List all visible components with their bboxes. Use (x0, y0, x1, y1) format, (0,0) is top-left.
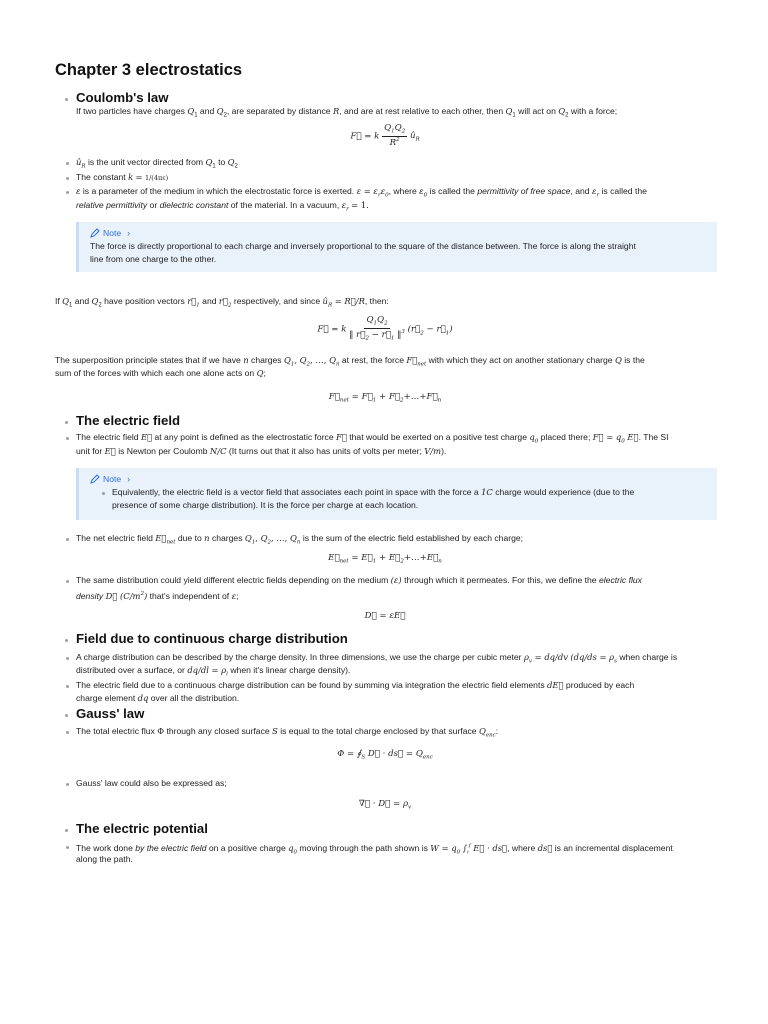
charge-density-line2: distributed over a surface, or $dq/dl = \rho_l$ when it's linear charge density). (76, 665, 351, 678)
bullet-dot (65, 829, 68, 832)
section-heading-potential: The electric potential (76, 821, 208, 836)
section-heading-continuous: Field due to continuous charge distribution (76, 631, 348, 646)
superposition-equation: $F⃗_{net}$ = $F⃗_1$ + $F⃗_2+\dots+F⃗_n$ (328, 392, 442, 404)
bullet-dot (66, 538, 69, 541)
gauss-differential-equation: ∇⃗ · D⃗ = $\rho_v$ (358, 799, 412, 811)
chevron-right-icon: › (127, 228, 131, 238)
integration-line2: charge element dq over all the distribution. (76, 693, 240, 703)
bullet-dot (66, 162, 69, 165)
work-bullet-line2: along the path. (76, 854, 133, 864)
gauss-differential-intro: Gauss' law could also be expressed as; (76, 778, 227, 788)
flux-density-equation: D⃗ = εE⃗ (364, 611, 406, 621)
note-label: Note (103, 228, 122, 238)
bullet-dot (65, 421, 68, 424)
bullet-dot (66, 731, 69, 734)
gauss-integral-equation: $\Phi = ∮_S$ D⃗ · ds⃗ = $Q_{enc}$ (337, 749, 433, 761)
bullet-dot (65, 714, 68, 717)
note-text-line1: The force is directly proportional to each charge and inversely proportional to the square of the distance between. The force is along the straight (90, 241, 636, 251)
gauss-flux-bullet: The total electric flux Φ through any closed surface S is equal to the total charge enclosed by that surface $Q_{enc}$: (76, 726, 499, 739)
net-field-equation: $E⃗_{net}$ = $E⃗_1$ + $E⃗_2+\dots+E⃗_n$ (328, 553, 442, 565)
bullet-dot (66, 846, 69, 849)
epsilon-bullet-line1: ε is a parameter of the medium in which the electrostatic force is exerted. $\varepsilon = \varepsilon_r\varepsilon_0$, where $\varepsilon_0$ is called the permittivity of free space, and $\varepsilon_r$ is called the (76, 186, 647, 199)
note-field-line1: Equivalently, the electric field is a vector field that associates each point in space with the force a 1C charge would experience (due to the (112, 487, 635, 497)
section-heading-coulomb: Coulomb's law (76, 90, 169, 105)
epsilon-bullet-line2: relative permittivity or dielectric constant of the material. In a vacuum, $\varepsilon_r = 1$. (76, 200, 369, 213)
note-toggle[interactable] (90, 474, 130, 484)
bullet-dot (66, 580, 69, 583)
net-field-bullet: The net electric field $E⃗_{net}$ due to n charges $Q_1$, $Q_2$, …, $Q_n$ is the sum of the electric field established by each charge; (76, 533, 524, 546)
field-definition-line2: unit for E⃗ is Newton per Coulomb N/C (It turns out that it also has units of volts per meter; V/m). (76, 446, 447, 456)
bullet-dot (65, 98, 68, 101)
constant-bullet: The constant k = 1/(4πε) (76, 172, 169, 182)
bullet-dot (66, 657, 69, 660)
bullet-dot (102, 492, 105, 495)
section-heading-electric-field: The electric field (76, 413, 181, 428)
chevron-right-icon: › (127, 474, 131, 484)
position-vectors-text: If $Q_1$ and $Q_2$ have position vectors $r⃗_1$ and $r⃗_2$ respectively, and since $û_R$ = R⃗/R, then: (55, 296, 389, 309)
bullet-dot (66, 437, 69, 440)
section-heading-gauss: Gauss' law (76, 706, 145, 721)
work-bullet-line1: The work done by the electric field on a positive charge $q_0$ moving through the path shown is $W = q_0$ $\int_i^f$ E⃗ · ds⃗, where ds⃗ is an incremental displacement (76, 842, 673, 856)
coulomb-force-equation: F⃗ = k $\frac{Q_1Q_2}{R^2}$ $û_R$ (350, 123, 420, 149)
superposition-line1: The superposition principle states that if we have n charges $Q_1$, $Q_2$, …, $Q_n$ at rest, the force $F⃗_{net}$ with which they act on another stationary charge Q is the (55, 355, 645, 368)
flux-density-line2: density D⃗ $(C/m^2)$ that's independent of ε; (76, 590, 239, 601)
pencil-icon (90, 474, 100, 484)
pencil-icon (90, 228, 100, 238)
bullet-dot (66, 177, 69, 180)
charge-density-line1: A charge distribution can be described by the charge density. In three dimensions, we use the charge per cubic meter $\rho_v = dq/dv$ ($dq/ds = \rho_s$ when charge is (76, 652, 678, 665)
superposition-line2: sum of the forces with which each one alone acts on Q; (55, 368, 266, 378)
bullet-dot (66, 191, 69, 194)
bullet-dot (66, 783, 69, 786)
position-force-equation: F⃗ = k $\frac{Q_1Q_2}{‖ r⃗_2 - r⃗_1 ‖^3}$ ($r⃗_2$ − $r⃗_1$) (317, 315, 453, 342)
coulomb-intro: If two particles have charges $Q_1$ and $Q_2$, are separated by distance R, and are at rest relative to each other, then $Q_1$ will act on $Q_2$ with a force; (76, 106, 618, 119)
note-text-line2: line from one charge to the other. (90, 254, 217, 264)
unit-vector-bullet: $û_R$ is the unit vector directed from $Q_1$ to $Q_2$ (76, 157, 238, 170)
field-definition-line1: The electric field E⃗ at any point is defined as the electrostatic force F⃗ that would be exerted on a positive test charge $q_0$ placed there; F⃗ = $q_0$ E⃗. The SI (76, 432, 669, 445)
bullet-dot (65, 639, 68, 642)
flux-density-line1: The same distribution could yield different electric fields depending on the medium (ε) through which it permeates. For this, we define the electric flux (76, 575, 642, 585)
bullet-dot (66, 685, 69, 688)
note-field-line2: presence of some charge distribution). It is the force per charge at each location. (112, 500, 419, 510)
chapter-title: Chapter 3 electrostatics (55, 61, 243, 79)
note-toggle[interactable] (90, 228, 130, 238)
note-label: Note (103, 474, 122, 484)
integration-line1: The electric field due to a continuous charge distribution can be found by summing via integration the electric field elements dE⃗ produced by each (76, 680, 635, 690)
